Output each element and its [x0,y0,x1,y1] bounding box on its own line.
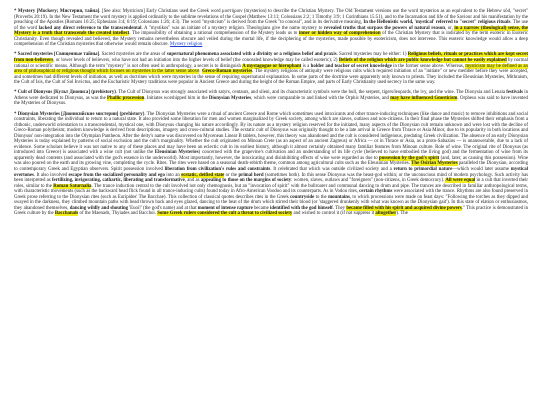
bold-text: lacked any direct reference to the transcendental [38,25,142,31]
text-run: . The Cult of Dionysus was strongly associated with satyrs, centaurs, and sileni, and its characteristic symbols were the bull, the serpent, tigers/leopards, the ivy, and the wine. The Dionysia and Lenaia [115,90,507,96]
bold-text: mystical overtones [14,167,529,178]
text-run: : women, slaves, outlaws and "foreigners" (non-citizens, in Greek democracy). [291,178,446,184]
link[interactable]: Mystery religion [169,42,203,48]
bold-text: identified with the god himself [270,205,333,211]
text-run: , and as [184,178,201,184]
text-run: . The impossibility of obtaining a rational comprehension of the Mystery leads us to [129,31,299,37]
text-run: is a [301,63,311,69]
bold-text: holder and teacher of secret knowledge [310,63,392,69]
text-run: of the Christian Mystery that is indicated by the term esoteric in Esoteric Christianity. Even though revealed and believed, the Mystery remains nevertheless obscure and veiled during the mortal life, if the deciphering of the mysteries, made possible by esotericism, does not intervene. This esoteric knowledge would allow a deep comprehension of the Christian mysteries that otherwise would remain obscure. [14,31,528,48]
text-run: , to which processions were made on feast days: "Following the torches as they dipped and swayed in the darkness, they climbed mountain paths with head thrown back and eyes glazed, dancing to the beat of the drum which stirred their blood (or 'staggered drunkenly with what was known as the Dionysian gait'). In this state of elation or enthusiasmos, they abandoned themselves, [14,194,528,211]
bold-text: revealed truths that surpass the powers of natural reason [324,25,445,31]
highlighted-text: Religious beliefs, rituals or practices which are kept secret from non-believers [14,52,528,63]
bold-text: fertilizing, invigorating, cathartic, liberating and transformative [51,178,185,184]
highlighted-text: became filled with his spirit and acquired divine powers [346,205,462,211]
text-run: . Sacred mysteries are the areas of [99,52,167,58]
text-run: (sometimes both). In this sense Dionysus was the beast-god within; or the unconscious mind of modern psychology. Such activity has been interpreted as [14,172,528,184]
text-run: . The mystery religions of antiquity were religious cults which required initiation of an "initiate" or new member before they were accepted, and sometimes had different levels of initiation, as well as doctrines which were mysteries in the sense of requiring supernatural explanation. In some parts of the doctrine were apparently only known to priests. They included the Eleusinian Mysteries, Mithraism, the Cult of Isis, the Cult of Sol Invictus, and the Eucharistic Mystery traditions were popular in Ancient Greece and during the height of the Roman Empire, and parts of Early Christianity used secrecy in the same way. [14,69,528,86]
highlighted-text: Roman Saturnalia [53,183,92,189]
bold-text: * Sacred mysteries [Священные тайны] [14,52,100,58]
text-run: ." This practice is demonstrated in Greek culture by the [14,205,529,217]
bold-text: * Cult of Dionysus [Культ Диониса] (prehistory) [14,90,116,96]
text-run: to the [314,194,329,200]
highlighted-text: Beliefs of the religion which are public knowledge but cannot be easily explained [338,57,507,63]
bold-text: In the Hellenistic world, 'mystical' referred to "secret" religious rituals [363,20,511,26]
bold-text: primal herd [238,172,264,178]
text-run: . [199,69,203,75]
text-run: . [See also: Mysticism] Early Christians used the Greek word μυστήριον (mysterion) to describe the Christian Mystery. The Old Testament versions use the word mysterion as an equivalent to the Hebrew sôd, "secret" (Proverbs 20:19). In the New Testament the word mystery is applied ordinarily to the sublime revelations of the Gospel (Matthew 13:11; Colossians 2:2; 1 Timothy 3:9; 1 Corinthians 15:51), and to the Incarnation and life of the Saviour and his manifestation by the preaching of the Apostles (Romans 16:25; Ephesians 3:4; 6:19; Colossians 1:26; 4:3). The word "mysticism" is derived from the Greek "to conceal", and in its derivative meaning, [14,9,528,26]
text-run: , or lower levels of believers, who have not had an initiation into the higher levels of belief (the concealed knowledge may be called esoteric); 2) [53,57,339,63]
highlighted-text: Phallic procession [107,95,145,101]
bold-text: festivals [506,90,523,96]
text-run: . The trance induction central to the cult involved not only chemognosis, but an "invocation of spirit" with the bullroarer and communal dancing to drum and pipe. The trances are described in familiar anthropological terms, with characteristic movements (such as the backward head flick found in all trance-inducing cults) found today in Afro-American Voodoo and its counterparts. As in Vodou rites, [14,183,528,195]
text-run: . Initiates worshipped him in the [144,95,209,101]
bold-text: supernatural phenomena associated with a divinity or a religious belief and praxis [166,52,337,58]
text-run: (and, later, as causing this possession). Wine was also poured on the earth and its growing vine, completing the cycle. Rites. The rites were based on a seasonal death-rebirth theme, common among agricultural cults such as the Eleusinian Mysteries. [14,155,528,167]
bold-text: mountains [328,194,350,200]
highlighted-text: mysticism may be defined as an area of philosophical or religious thought which focuses on mysteries in the latter sense above [14,63,528,75]
text-run: ). The [396,211,408,217]
text-run: became [252,205,271,211]
bold-text: moment of intense rapture [197,205,253,211]
bold-text: countryside [290,194,315,200]
text-run: into an [164,172,182,178]
bold-text: certain rhythms [359,189,393,195]
text-run: , or, [444,25,455,31]
bold-text: * Mystery [Mockery; Мистерия, тайна] [14,9,100,14]
text-run: were associated with the trance. Rhythms are also found preserved in Greek prose referring to the Dionysian rites (such as Euripides' The Bacchae). This collection of classical quotes describes rites in the Greek [14,189,528,200]
text-run: by normal rational or scientific means. Although the term "mystery" is not often used in anthropology, a secret is to distinguish [14,57,528,69]
text-run: ) concerned with the grapevine's cultivation and an understanding of its life cycle (believed to have embodied the living god) and the fermentation of wine from its apparently dead contents (and associated with the god's essence in the underworld). Most importantly, however, the intoxicating and disinhibiting effects of wine were regarded as due to [14,150,528,161]
text-run: . The use of the word [14,20,528,31]
text-run: of the Maenads, Thyiades and Bacchoi. [78,211,158,217]
text-run: . It also involved [33,172,69,178]
text-run: in the former sense above. Whereas, [391,63,466,69]
text-run: or the [224,172,239,178]
highlighted-text: Bacchanals [54,211,79,217]
highlighted-text: inner or hidden way of comprehension [298,31,381,37]
text-run: , which were comparable to and linked with the Orphic Mysteries, and [251,95,391,101]
highlighted-text: may have influenced Gnosticism [390,95,458,101]
text-run: and wished to control it (if not suppress it [292,211,376,217]
bold-text: Eleusinian Mysteries [154,150,199,156]
text-run: . Orpheus was said to have invented the Mysteries of Dionysus. [14,95,528,107]
text-run: . Sacred mysteries may be either: 1) [336,52,408,58]
entry-cult-of-dionysus [14,90,528,107]
bold-text: dancing wildly and shouting [69,205,129,211]
text-run: in Athens were dedicated to Dionysus, as was the [14,90,528,101]
highlighted-text: altogether [375,211,397,217]
bold-text: appealing to those on the margins of society [200,178,292,184]
text-run: . The Dionysian Mysteries were a ritual of ancient Greece and Rome which sometimes used intoxicants and other trance-inducing techniques (like dance and music) to remove inhibitions and social constraints, liberating the individual to return to a natural state. It also provided some liberation for men and women marginalized by Greek society, among which are slaves, outlaws and non-citizens. In their final phase the Mysteries shifted their emphasis from a chthonic, underworld orientation to a transcendental, mystical one, with Dionysus changing his nature accordingly. By its nature as a mystery religion reserved for the initiated, many aspects of the Dionysian cult remain unknown and were lost with the decline of Greco-Roman polytheism; modern knowledge is derived from descriptions, imagery and cross-cultural studies. The ecstatic cult of Dionysus was originally thought to be a late arrival in Greece from Thrace or Asia Minor, due to its popularity in both locations and Dionysus' non-integration into the Olympian Pantheon. After the deity's name was discovered on Mycenean Linear B tablets, however, this theory was abandoned and the cult is considered indigenous, predating Greek civilization. The absence of an early Dionysian Mysteries is today explained by patterns of social exclusion and the cult's marginality. Whether the cult originated on Minoan Crete (as an aspect of an ancient Zagreus) or Africa — or in Thrace or Asia, as a proto-Sabazios — is unanswerable, due to a lack of evidence. Some scholars believe it was not native to any of these places and may have been an eclectic cult in its earliest history, although it almost certainly obtained many familiar features from Minoan culture. Role of wine. The original rite of Dionysus (as introduced into Greece) is associated with a wine cult (not unlike the [14,111,528,156]
text-run: 'Euoi!' (the god's name) and at that [128,205,198,211]
text-run: . They [332,205,347,211]
highlighted-text: possession by the god's spirit [379,155,440,161]
bold-text: liberation from civilization's rules and constraints [164,167,271,172]
bold-text: return to primordial nature [393,167,453,172]
highlighted-text: Some Greek rulers considered the cult a threat to civilized society [157,211,293,217]
bold-text: Dionysian Mysteries [208,95,252,101]
entry-mystery [14,9,528,48]
highlighted-text: in a narrow (theological) sense, the Mystery is a truth that transcends the created intellect [14,25,528,37]
bold-text: escape from the socialized personality and ego [68,172,165,178]
text-run: . It celebrated that which was outside civilized society and a [270,167,394,172]
text-run: paralleled the Dionysian, according to contemporary Greek and Egyptian observers. Spirit possession involved [14,161,529,172]
highlighted-text: Greco-Roman mysteries [202,69,253,75]
highlighted-text: A mystagogue or hierophant [242,63,302,69]
text-run: . A "mystikos" was an initiate of a mystery religion. Theologians give the name mystery to [141,25,325,31]
highlighted-text: ecstatic, deified state [181,172,225,178]
text-run: in a cult that inverted their roles, similar to the [14,178,529,189]
bold-text: * Dionysian Mysteries [Дионисийские мистерии] (prehistory) [14,111,145,117]
highlighted-text: The Osirian Mysteries [411,161,458,167]
text-run: —which would later assume [452,167,511,172]
highlighted-text: All were equal [445,178,476,184]
entry-sacred-mysteries [14,52,528,85]
entry-dionysian-mysteries [14,112,528,217]
